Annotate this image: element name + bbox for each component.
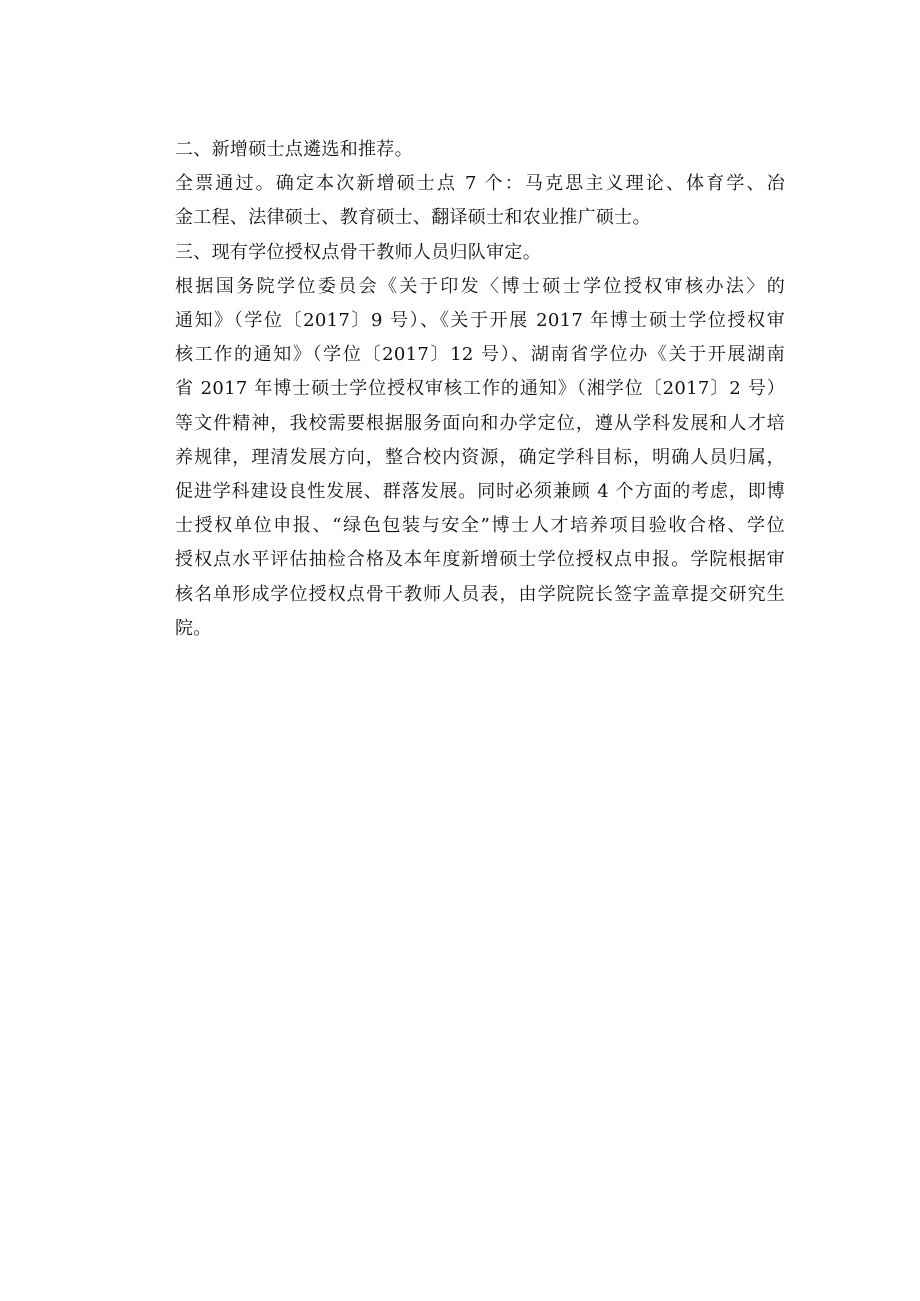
text-line: 核名单形成学位授权点骨干教师人员表，由学院院长签字盖章提交研究生 bbox=[175, 583, 785, 605]
text-line: 士授权单位申报、“绿色包装与安全”博士人才培养项目验收合格、学位 bbox=[175, 515, 785, 537]
text-line: 通知》（学位〔2017〕9 号）、《关于开展 2017 年博士硕士学位授权审 bbox=[175, 310, 785, 332]
section-heading-3 bbox=[139, 236, 785, 270]
section-heading-2 bbox=[139, 133, 785, 167]
paragraph-vote-result bbox=[139, 167, 785, 235]
text-line: 全票通过。确定本次新增硕士点 7 个：马克思主义理论、体育学、冶 bbox=[175, 173, 785, 195]
text-line: 金工程、法律硕士、教育硕士、翻译硕士和农业推广硕士。 bbox=[175, 207, 651, 229]
text-line: 三、现有学位授权点骨干教师人员归队审定。 bbox=[175, 241, 541, 263]
paragraph-basis bbox=[139, 270, 785, 646]
text-line: 根据国务院学位委员会《关于印发〈博士硕士学位授权审核办法〉的 bbox=[175, 275, 785, 297]
text-line: 院。 bbox=[175, 617, 212, 639]
text-line: 促进学科建设良性发展、群落发展。同时必须兼顾 4 个方面的考虑，即博 bbox=[175, 481, 785, 503]
text-line: 核工作的通知》（学位〔2017〕12 号）、湖南省学位办《关于开展湖南 bbox=[175, 344, 785, 366]
text-line: 授权点水平评估抽检合格及本年度新增硕士学位授权点申报。学院根据审 bbox=[175, 549, 785, 571]
text-line: 养规律，理清发展方向，整合校内资源，确定学科目标，明确人员归属， bbox=[175, 446, 785, 468]
text-line: 省 2017 年博士硕士学位授权审核工作的通知》（湘学位〔2017〕2 号） bbox=[175, 378, 785, 400]
text-line: 二、新增硕士点遴选和推荐。 bbox=[175, 139, 413, 160]
text-line: 等文件精神，我校需要根据服务面向和办学定位，遵从学科发展和人才培 bbox=[175, 412, 785, 434]
document-body bbox=[139, 133, 785, 646]
